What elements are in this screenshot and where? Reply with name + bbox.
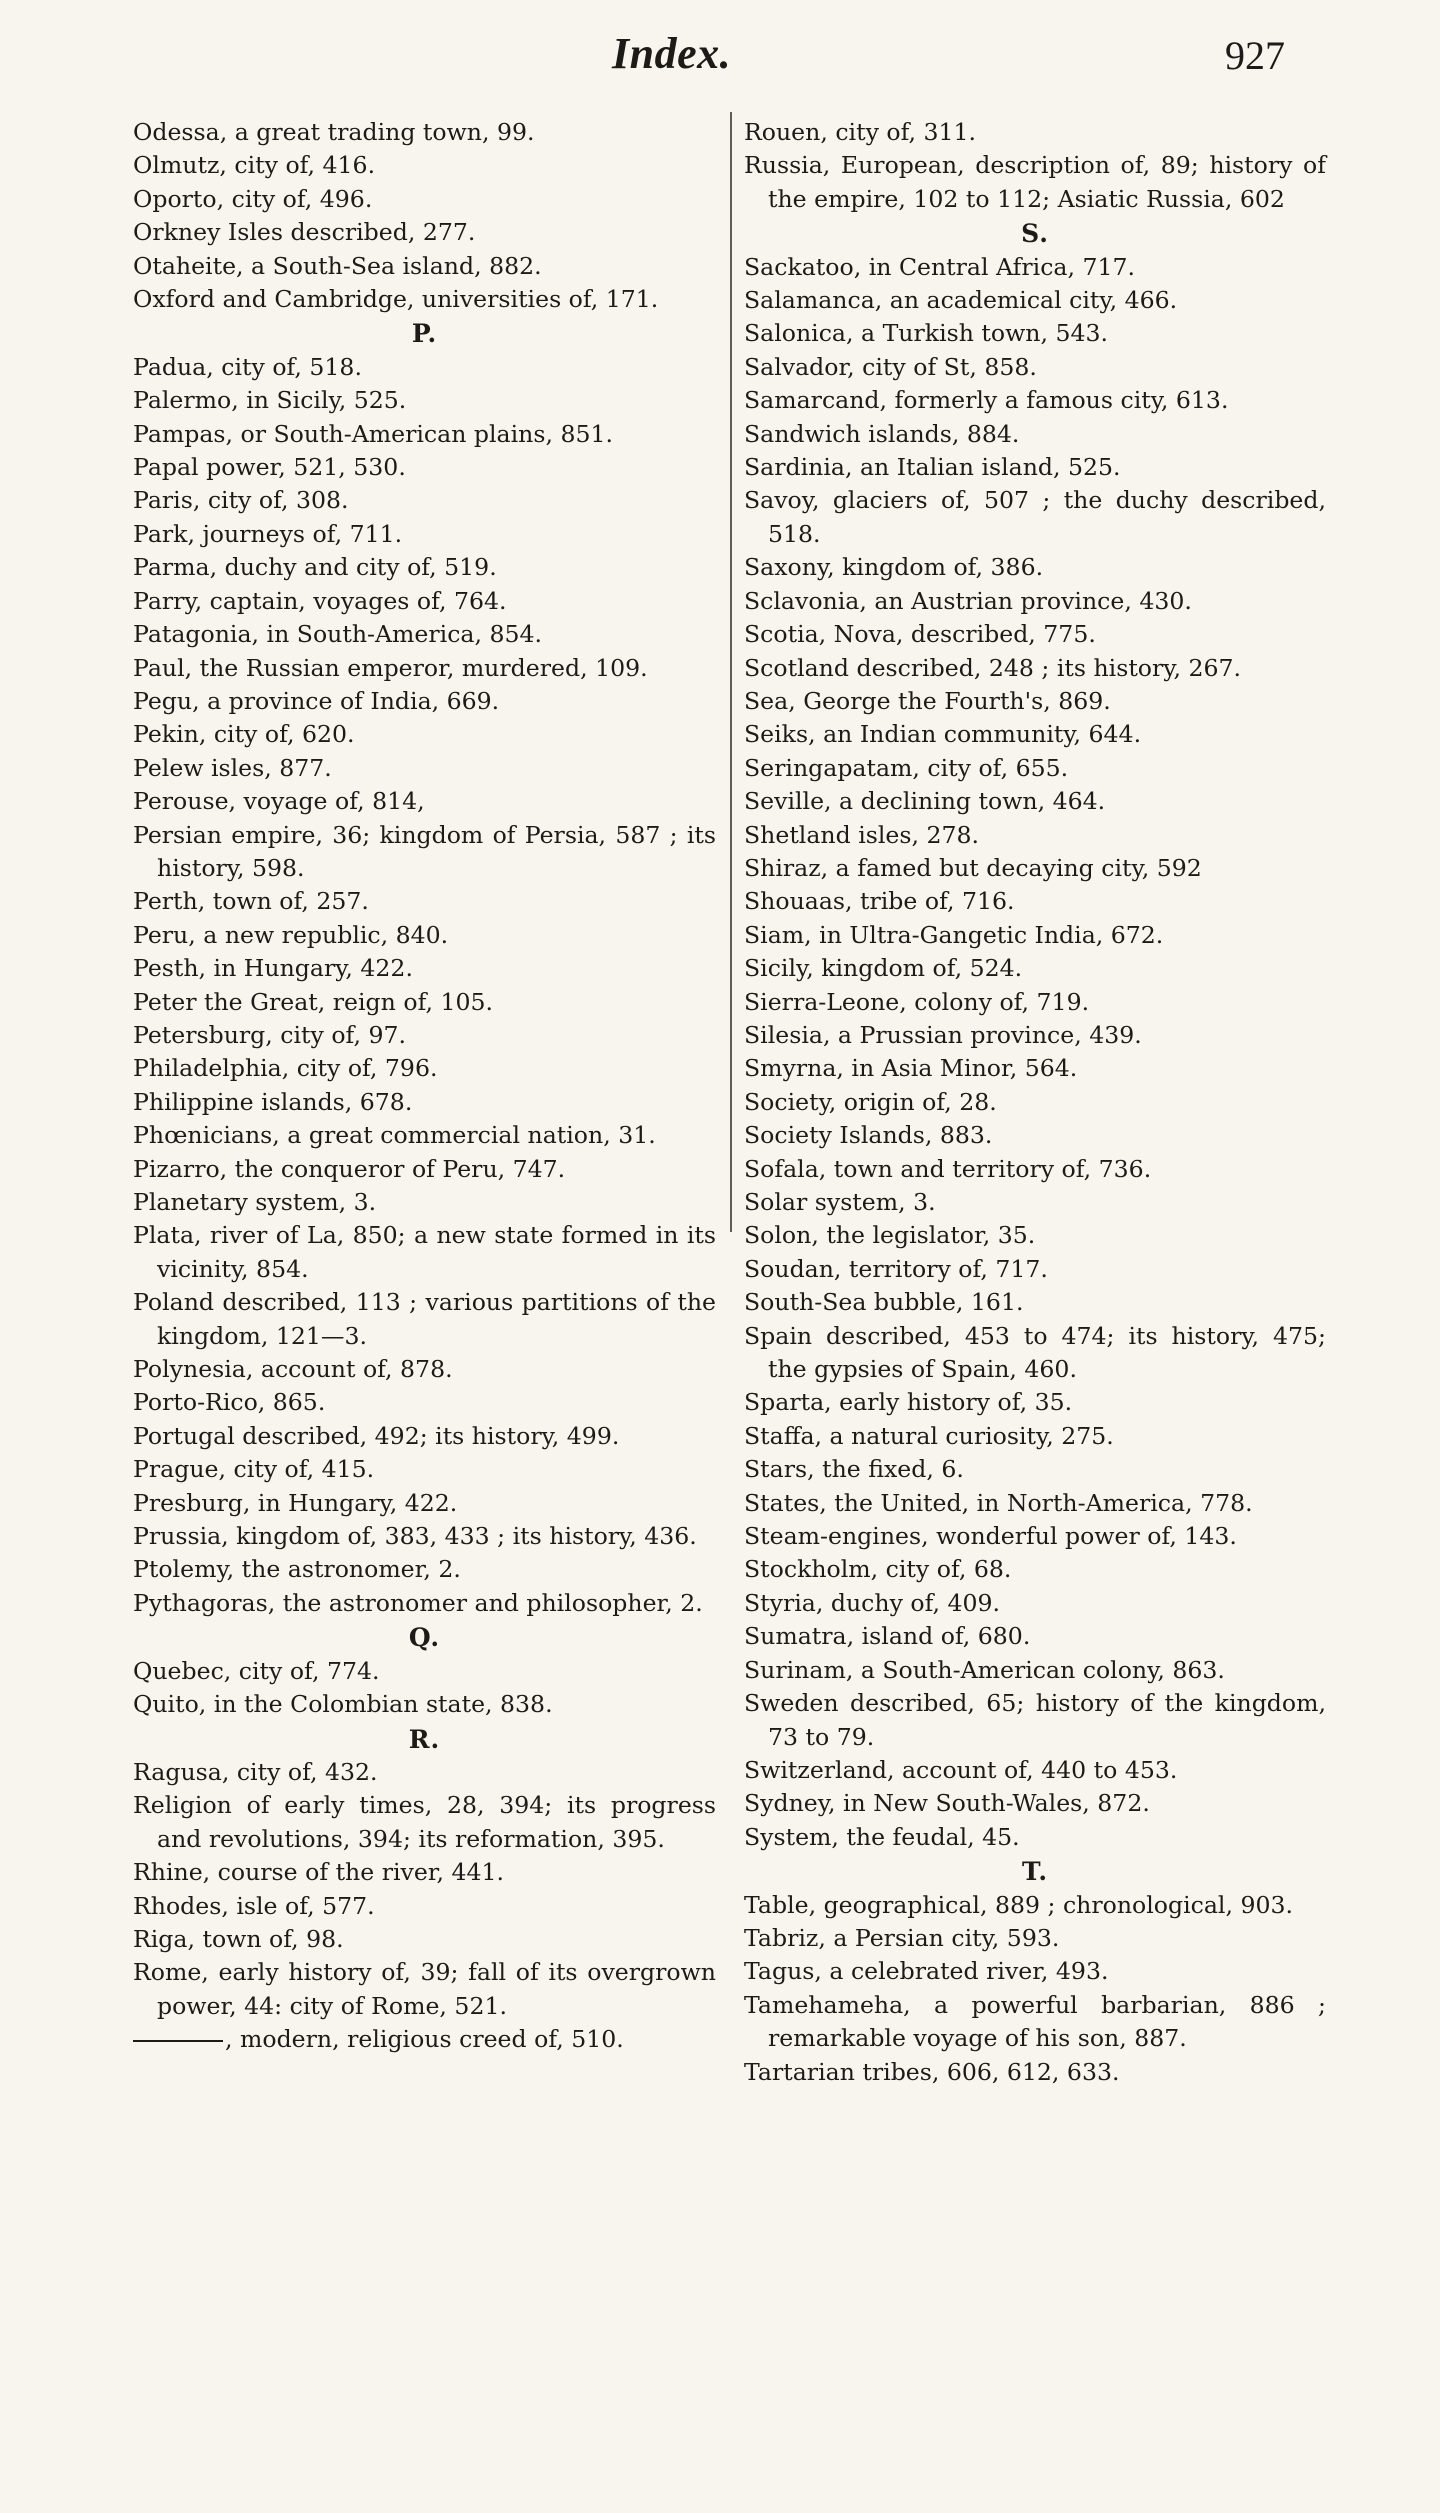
index-entry: Seringapatam, city of, 655. (744, 753, 1069, 782)
index-entry: Samarcand, formerly a famous city, 613. (744, 386, 1229, 415)
index-entry: Rouen, city of, 311. (744, 118, 977, 146)
index-entry: Religion of early times, 28, 394; its progress and revolutions, 394; its reformation, 395. (133, 1791, 716, 1853)
index-entry: Soudan, territory of, 717. (744, 1254, 1048, 1283)
index-entry: Petersburg, city of, 97. (133, 1020, 406, 1049)
index-entry: Palermo, in Sicily, 525. (133, 386, 407, 415)
index-entry: Odessa, a great trading town, 99. (133, 118, 535, 146)
index-entry: Solon, the legislator, 35. (744, 1221, 1036, 1250)
index-entry: Tabriz, a Persian city, 593. (744, 1923, 1060, 1952)
section-letter: Q. (408, 1623, 441, 1653)
index-entry: Solar system, 3. (744, 1188, 936, 1216)
index-entry: Salvador, city of St, 858. (744, 352, 1037, 381)
index-entry: Sclavonia, an Austrian province, 430. (744, 586, 1192, 615)
index-entry: Siam, in Ultra-Gangetic India, 672. (744, 920, 1164, 949)
page-header (0, 28, 1440, 88)
index-entry: Padua, city of, 518. (133, 352, 362, 381)
index-entry: Perouse, voyage of, 814, (133, 787, 425, 816)
index-entry: Shouaas, tribe of, 716. (744, 887, 1015, 916)
index-entry: Parry, captain, voyages of, 764. (133, 586, 507, 615)
section-letter: P. (411, 319, 438, 349)
index-entry: Persian empire, 36; kingdom of Persia, 587 ; its history, 598. (133, 820, 716, 882)
index-entry: Pesth, in Hungary, 422. (133, 954, 413, 983)
index-column-left (133, 116, 716, 2057)
index-entry: South-Sea bubble, 161. (744, 1288, 1024, 1317)
running-title: Index. (612, 29, 732, 78)
index-entry: Oxford and Cambridge, universities of, 171. (133, 285, 659, 314)
column-divider (730, 112, 732, 1232)
index-entry: Peru, a new republic, 840. (133, 920, 449, 949)
index-entry: Sea, George the Fourth's, 869. (744, 686, 1111, 715)
index-entry: Society, origin of, 28. (744, 1087, 997, 1116)
index-entry: Phœnicians, a great commercial nation, 31. (133, 1121, 656, 1150)
index-entry: Smyrna, in Asia Minor, 564. (744, 1054, 1078, 1083)
index-entry: Spain described, 453 to 474; its history, 475; the gypsies of Spain, 460. (744, 1321, 1326, 1384)
index-entry: Stockholm, city of, 68. (744, 1555, 1012, 1584)
index-entry: Ragusa, city of, 432. (133, 1757, 378, 1786)
index-entry: Russia, European, description of, 89; history of the empire, 102 to 112; Asiatic Russia, 602 (744, 151, 1326, 213)
index-entry: Otaheite, a South-Sea island, 882. (133, 251, 542, 280)
section-letter: T. (1021, 1857, 1049, 1887)
index-entry: Surinam, a South-American colony, 863. (744, 1655, 1225, 1684)
index-entry: Peter the Great, reign of, 105. (133, 987, 493, 1016)
index-entry: Prussia, kingdom of, 383, 433 ; its history, 436. (133, 1522, 697, 1551)
index-entry: Table, geographical, 889 ; chronological, 903. (744, 1890, 1294, 1919)
index-entry: Staffa, a natural curiosity, 275. (744, 1421, 1114, 1450)
index-entry: Poland described, 113 ; various partitions of the kingdom, 121—3. (133, 1288, 716, 1350)
ditto-dash (133, 2040, 223, 2042)
index-entry: Quito, in the Colombian state, 838. (133, 1690, 553, 1719)
index-entry: Saxony, kingdom of, 386. (744, 553, 1044, 582)
index-entry: Quebec, city of, 774. (133, 1656, 380, 1685)
index-entry: Polynesia, account of, 878. (133, 1355, 453, 1384)
index-entry: Sweden described, 65; history of the kingdom, 73 to 79. (744, 1689, 1326, 1751)
index-entry: Perth, town of, 257. (133, 887, 369, 916)
index-entry: Tagus, a celebrated river, 493. (744, 1957, 1109, 1986)
index-entry: Park, journeys of, 711. (133, 519, 403, 548)
index-entry: Pythagoras, the astronomer and philosopher, 2. (133, 1588, 703, 1617)
index-entry: Pelew isles, 877. (133, 753, 332, 782)
index-entry: Pampas, or South-American plains, 851. (133, 419, 613, 448)
index-entry: Sydney, in New South-Wales, 872. (744, 1789, 1150, 1818)
index-entry: Silesia, a Prussian province, 439. (744, 1020, 1142, 1049)
index-entry: Sicily, kingdom of, 524. (744, 954, 1023, 983)
index-entry: States, the United, in North-America, 778. (744, 1488, 1253, 1517)
index-entry: Philadelphia, city of, 796. (133, 1054, 438, 1083)
index-entry: Salamanca, an academical city, 466. (744, 286, 1178, 315)
section-letter: S. (1021, 219, 1049, 249)
index-entry: Rhodes, isle of, 577. (133, 1891, 375, 1920)
index-entry: Tamehameha, a powerful barbarian, 886 ; remarkable voyage of his son, 887. (744, 1990, 1326, 2053)
index-entry: Pegu, a province of India, 669. (133, 686, 500, 715)
index-entry: Rhine, course of the river, 441. (133, 1858, 505, 1887)
index-entry: Shetland isles, 278. (744, 820, 980, 849)
index-entry: Patagonia, in South-America, 854. (133, 620, 543, 649)
index-entry: Seville, a declining town, 464. (744, 787, 1106, 816)
index-entry: Porto-Rico, 865. (133, 1388, 326, 1417)
index-entry: Pizarro, the conqueror of Peru, 747. (133, 1154, 566, 1183)
index-entry: Shiraz, a famed but decaying city, 592 (744, 853, 1202, 882)
index-entry-continuation (133, 2023, 716, 2056)
index-entry: Sumatra, island of, 680. (744, 1622, 1031, 1651)
index-entry: Orkney Isles described, 277. (133, 218, 476, 247)
index-entry: Paris, city of, 308. (133, 486, 349, 515)
index-entry: Rome, early history of, 39; fall of its overgrown power, 44: city of Rome, 521. (133, 1958, 716, 2020)
index-entry: Sandwich islands, 884. (744, 419, 1020, 448)
index-entry: Sierra-Leone, colony of, 719. (744, 987, 1090, 1016)
index-entry: Seiks, an Indian community, 644. (744, 720, 1142, 749)
index-entry: Sofala, town and territory of, 736. (744, 1154, 1152, 1183)
index-entry: Pekin, city of, 620. (133, 720, 355, 749)
index-entry: Tartarian tribes, 606, 612, 633. (744, 2057, 1120, 2086)
index-column-right (744, 116, 1326, 2089)
index-entry: Sardinia, an Italian island, 525. (744, 453, 1121, 482)
index-entry: Society Islands, 883. (744, 1121, 993, 1150)
index-entry: Scotia, Nova, described, 775. (744, 620, 1096, 649)
index-entry: Olmutz, city of, 416. (133, 151, 376, 180)
index-entry: Papal power, 521, 530. (133, 453, 406, 482)
index-entry: Portugal described, 492; its history, 499. (133, 1421, 620, 1450)
page-number: 927 (1225, 33, 1285, 78)
index-entry: Scotland described, 248 ; its history, 267. (744, 653, 1242, 682)
index-entry: Ptolemy, the astronomer, 2. (133, 1555, 461, 1584)
index-entry: Steam-engines, wonderful power of, 143. (744, 1522, 1237, 1551)
section-letter: R. (408, 1724, 441, 1754)
index-entry: Switzerland, account of, 440 to 453. (744, 1755, 1178, 1784)
index-entry: Styria, duchy of, 409. (744, 1588, 1001, 1617)
index-entry: Philippine islands, 678. (133, 1087, 413, 1116)
index-entry: Sackatoo, in Central Africa, 717. (744, 252, 1136, 281)
index-entry: Prague, city of, 415. (133, 1455, 375, 1484)
index-entry: Plata, river of La, 850; a new state formed in its vicinity, 854. (133, 1221, 716, 1283)
index-entry: Presburg, in Hungary, 422. (133, 1488, 458, 1517)
index-entry: Sparta, early history of, 35. (744, 1388, 1073, 1417)
index-entry: Paul, the Russian emperor, murdered, 109. (133, 653, 648, 682)
index-entry: Planetary system, 3. (133, 1188, 377, 1216)
index-entry: Oporto, city of, 496. (133, 184, 373, 213)
index-entry: Riga, town of, 98. (133, 1924, 344, 1953)
index-entry: Savoy, glaciers of, 507 ; the duchy described, 518. (744, 486, 1326, 548)
index-entry: Stars, the fixed, 6. (744, 1455, 964, 1484)
index-entry: System, the feudal, 45. (744, 1822, 1020, 1851)
index-entry: Salonica, a Turkish town, 543. (744, 319, 1109, 348)
index-entry-text: , modern, religious creed of, 510. (225, 2025, 624, 2054)
index-entry: Parma, duchy and city of, 519. (133, 553, 497, 582)
